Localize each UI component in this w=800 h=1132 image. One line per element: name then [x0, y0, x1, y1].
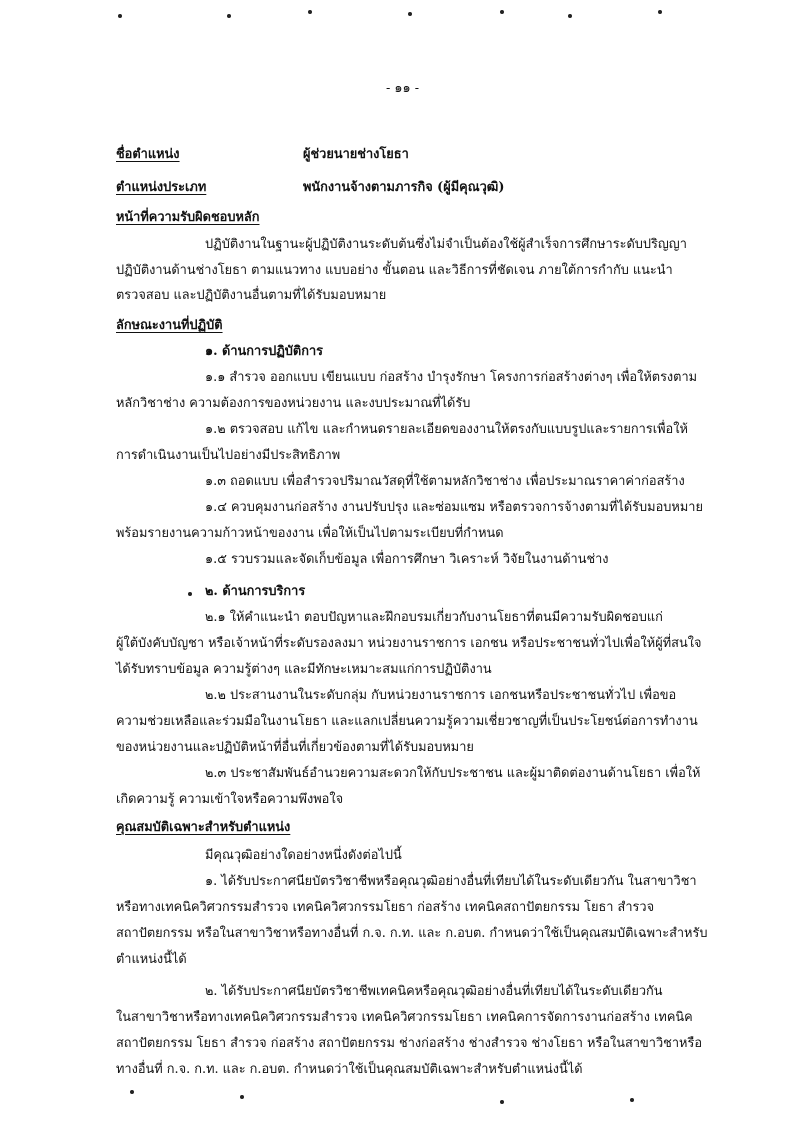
- operations-line: การดำเนินงานเป็นไปอย่างมีประสิทธิภาพ: [116, 448, 341, 463]
- services-line: ผู้ใต้บังคับบัญชา หรือเจ้าหน้าที่ระดับรองลงมา หน่วยงานราชการ เอกชน หรือประชาชนทั่วไปเพื่อให้ผู้ที่สนใจ: [116, 636, 702, 651]
- qualifications-line: ๒. ได้รับประกาศนียบัตรวิชาชีพเทคนิคหรือคุณวุฒิอย่างอื่นที่เทียบได้ในระดับเดียวกัน: [205, 984, 663, 999]
- scan-speck: [500, 1100, 504, 1104]
- qualifications-line: ในสาขาวิชาหรือทางเทคนิควิศวกรรมสำรวจ เทคนิควิศวกรรมโยธา เทคนิคการจัดการงานก่อสร้าง เทคนิค: [116, 1010, 693, 1025]
- duties-line: ตรวจสอบ และปฏิบัติงานอื่นตามที่ได้รับมอบหมาย: [116, 288, 387, 303]
- qualifications-line: สถาปัตยกรรม โยธา สำรวจ ก่อสร้าง สถาปัตยกรรม ช่างก่อสร้าง ช่างสำรวจ ช่างโยธา หรือในสาขาวิชาหรือ: [116, 1036, 703, 1051]
- services-line: ได้รับทราบข้อมูล ความรู้ต่างๆ และมีทักษะเหมาะสมแก่การปฏิบัติงาน: [116, 662, 492, 677]
- position-title-label: ชื่อตำแหน่ง: [116, 147, 180, 162]
- operations-line: ๑.๒ ตรวจสอบ แก้ไข และกำหนดรายละเอียดของงานให้ตรงกับแบบรูปและรายการเพื่อให้: [205, 422, 688, 437]
- duties-line: ปฏิบัติงานด้านช่างโยธา ตามแนวทาง แบบอย่าง ขั้นตอน และวิธีการที่ชัดเจน ภายใต้การกำกับ แนะนำ: [116, 263, 673, 278]
- qualifications-line: ตำแหน่งนี้ได้: [116, 952, 187, 967]
- operations-line: ๑.๕ รวบรวมและจัดเก็บข้อมูล เพื่อการศึกษา วิเคราะห์ วิจัยในงานด้านช่าง: [205, 552, 609, 567]
- operations-heading: ๑. ด้านการปฏิบัติการ: [205, 344, 324, 359]
- scan-speck: [568, 14, 572, 18]
- position-type-label: ตำแหน่งประเภท: [116, 180, 207, 195]
- qualifications-intro: มีคุณวุฒิอย่างใดอย่างหนึ่งดังต่อไปนี้: [205, 848, 402, 863]
- scan-speck: [188, 592, 192, 596]
- scan-speck: [658, 10, 662, 14]
- scan-speck: [118, 14, 122, 18]
- services-line: ความช่วยเหลือและร่วมมือในงานโยธา และแลกเปลี่ยนความรู้ความเชี่ยวชาญที่เป็นประโยชน์ต่อการทำงาน: [116, 714, 698, 729]
- page-number: - ๑๑ -: [386, 81, 420, 96]
- operations-line: ๑.๔ ควบคุมงานก่อสร้าง งานปรับปรุง และซ่อมแซม หรือตรวจการจ้างตามที่ได้รับมอบหมาย: [205, 500, 703, 515]
- operations-line: หลักวิชาช่าง ความต้องการของหน่วยงาน และงบประมาณที่ได้รับ: [116, 396, 471, 411]
- services-line: ๒.๑ ให้คำแนะนำ ตอบปัญหาและฝึกอบรมเกี่ยวกับงานโยธาที่ตนมีความรับผิดชอบแก่: [205, 610, 663, 625]
- work-heading: ลักษณะงานที่ปฏิบัติ: [116, 318, 223, 333]
- scan-speck: [408, 12, 412, 16]
- operations-line: ๑.๓ ถอดแบบ เพื่อสำรวจปริมาณวัสดุที่ใช้ตามหลักวิชาช่าง เพื่อประมาณราคาค่าก่อสร้าง: [205, 474, 685, 489]
- qualifications-line: ทางอื่นที่ ก.จ. ก.ท. และ ก.อบต. กำหนดว่าใช้เป็นคุณสมบัติเฉพาะสำหรับตำแหน่งนี้ได้: [116, 1062, 583, 1077]
- operations-line: พร้อมรายงานความก้าวหน้าของงาน เพื่อให้เป็นไปตามระเบียบที่กำหนด: [116, 526, 504, 541]
- services-line: ๒.๓ ประชาสัมพันธ์อำนวยความสะดวกให้กับประชาชน และผู้มาติดต่องานด้านโยธา เพื่อให้: [205, 766, 701, 781]
- scan-speck: [227, 14, 231, 18]
- services-line: ๒.๒ ประสานงานในระดับกลุ่ม กับหน่วยงานราชการ เอกชนหรือประชาชนทั่วไป เพื่อขอ: [205, 688, 677, 703]
- position-title-value: ผู้ช่วยนายช่างโยธา: [303, 147, 409, 162]
- qualifications-heading: คุณสมบัติเฉพาะสำหรับตำแหน่ง: [116, 820, 291, 835]
- duties-line: ปฏิบัติงานในฐานะผู้ปฏิบัติงานระดับต้นซึ่งไม่จำเป็นต้องใช้ผู้สำเร็จการศึกษาระดับปริญญา: [205, 237, 687, 252]
- scan-speck: [240, 1095, 244, 1099]
- scan-speck: [500, 10, 504, 14]
- operations-line: ๑.๑ สำรวจ ออกแบบ เขียนแบบ ก่อสร้าง บำรุงรักษา โครงการก่อสร้างต่างๆ เพื่อให้ตรงตาม: [205, 370, 698, 385]
- services-heading: ๒. ด้านการบริการ: [205, 584, 306, 599]
- scan-speck: [130, 1090, 134, 1094]
- scan-speck: [630, 1098, 634, 1102]
- services-line: ของหน่วยงานและปฏิบัติหน้าที่อื่นที่เกี่ยวข้องตามที่ได้รับมอบหมาย: [116, 740, 474, 755]
- qualifications-line: สถาปัตยกรรม หรือในสาขาวิชาหรือทางอื่นที่ ก.จ. ก.ท. และ ก.อบต. กำหนดว่าใช้เป็นคุณสมบัติเฉพาะสำหรับ: [116, 926, 708, 941]
- qualifications-line: ๑. ได้รับประกาศนียบัตรวิชาชีพหรือคุณวุฒิอย่างอื่นที่เทียบได้ในระดับเดียวกัน ในสาขาวิชา: [205, 874, 697, 889]
- duties-heading: หน้าที่ความรับผิดชอบหลัก: [116, 210, 260, 225]
- services-line: เกิดความรู้ ความเข้าใจหรือความพึงพอใจ: [116, 792, 344, 807]
- scan-speck: [308, 10, 312, 14]
- qualifications-line: หรือทางเทคนิควิศวกรรมสำรวจ เทคนิควิศวกรรมโยธา ก่อสร้าง เทคนิคสถาปัตยกรรม โยธา สำรวจ: [116, 900, 655, 915]
- position-type-value: พนักงานจ้างตามภารกิจ (ผู้มีคุณวุฒิ): [303, 180, 505, 195]
